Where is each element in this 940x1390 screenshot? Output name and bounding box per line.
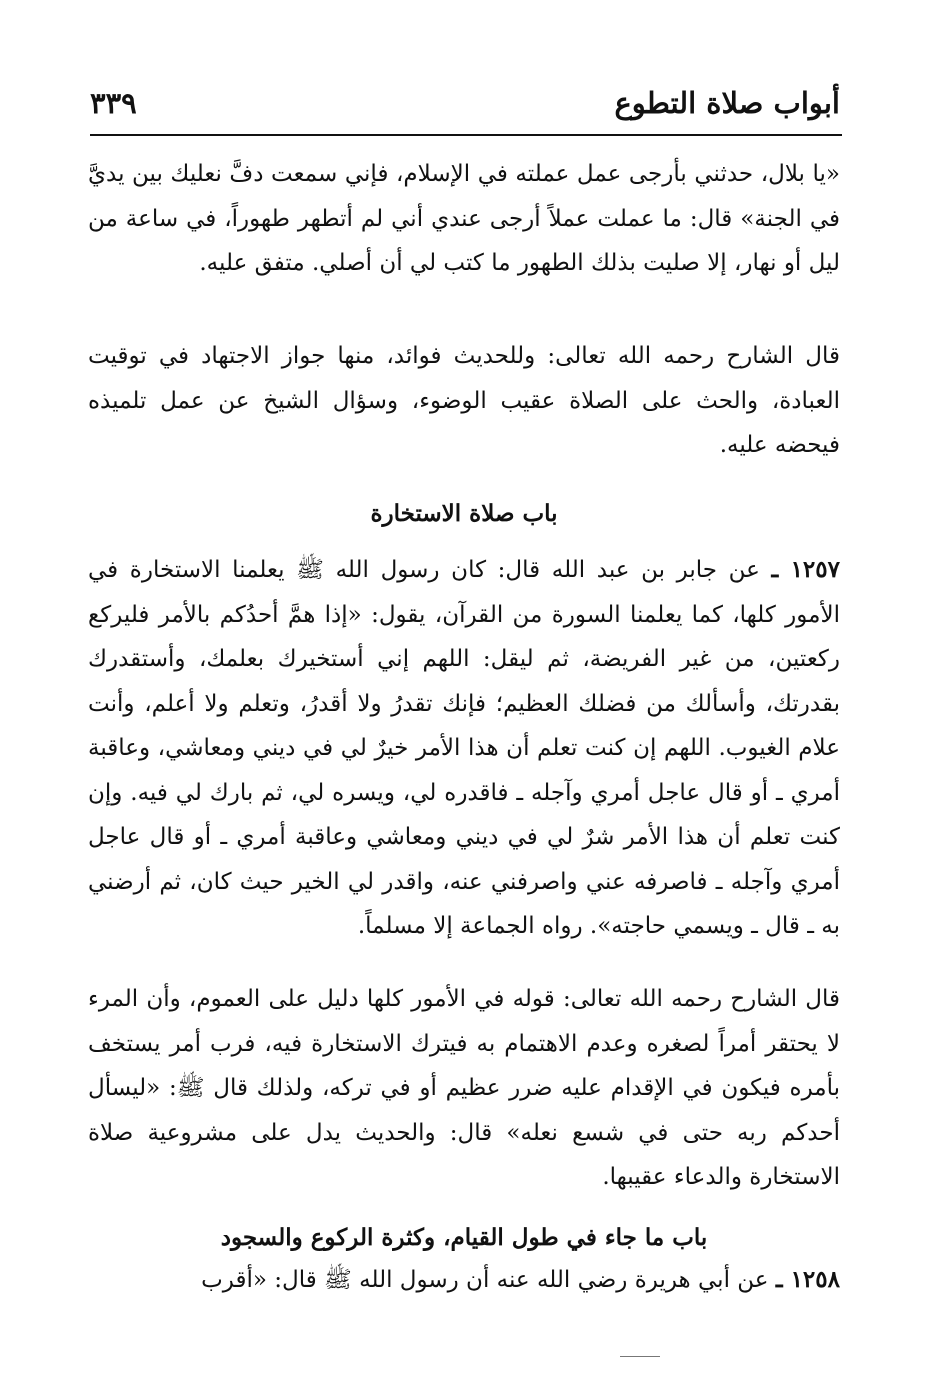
section-heading-istikhara: باب صلاة الاستخارة — [370, 500, 558, 527]
chapter-title: أبواب صلاة التطوع — [614, 86, 840, 120]
footnote-rule — [620, 1356, 660, 1357]
page-number: ٣٣٩ — [90, 86, 137, 120]
header-divider — [90, 134, 842, 136]
hadith-1257-paragraph — [88, 548, 868, 949]
commentary-paragraph-1: قال الشارح رحمه الله تعالى: وللحديث فوائد، منها جواز الاجتهاد في توقيت العبادة، والحث على الصلاة عقيب الوضوء، وسؤال الشيخ عن عمل تلميذه فيحضه عليه. — [88, 343, 840, 458]
section-heading-qiyam: باب ما جاء في طول القيام، وكثرة الركوع والسجود — [220, 1224, 708, 1251]
hadith-1257-text: عن جابر بن عبد الله قال: كان رسول الله ﷺ يعلمنا الاستخارة في الأمور كلها، كما يعلمنا السورة من القرآن، يقول: «إذا همَّ أحدُكم بالأمر فليركع ركعتين، من غير الفريضة، ثم ليقل: اللهم إني أستخيرك بعلمك، وأستقدرك بقدرتك، وأسألك من فضلك العظيم؛ فإنك تقدرُ ولا أقدرُ، وتعلم ولا أعلم، وأنت علام الغيوب. اللهم إن كنت تعلم أن هذا الأمر خيرٌ لي في ديني ومعاشي، وعاقبة أمري ـ أو قال عاجل أمري وآجله ـ فاقدره لي، ويسره لي، ثم بارك لي فيه. وإن كنت تعلم أن هذا الأمر شرٌ لي في ديني ومعاشي وعاقبة أمري ـ أو قال عاجل أمري وآجله ـ فاصرفه عني واصرفني عنه، واقدر لي الخير حيث كان، ثم أرضني به ـ قال ـ ويسمي حاجته». رواه الجماعة إلا مسلماً. — [88, 557, 840, 939]
running-header — [90, 82, 840, 132]
hadith-number-1257: ١٢٥٧ ـ — [771, 556, 840, 583]
hadith-1258-paragraph — [88, 1258, 868, 1303]
commentary-paragraph-2: قال الشارح رحمه الله تعالى: قوله في الأمور كلها دليل على العموم، وأن المرء لا يحتقر أمراً لصغره وعدم الاهتمام به فيترك الاستخارة فيه، فرب أمر يستخف بأمره فيكون في الإقدام عليه ضرر عظيم أو في تركه، ولذلك قال ﷺ: «ليسأل أحدكم ربه حتى في شسع نعله» قال: والحديث يدل على مشروعية صلاة الاستخارة والدعاء عقيبها. — [88, 986, 840, 1190]
hadith-continuation-paragraph: «يا بلال، حدثني بأرجى عمل عملته في الإسلام، فإني سمعت دفَّ نعليك بين يديَّ في الجنة» قال: ما عملت عملاً أرجى عندي أني لم أتطهر طهوراً، في ساعة من ليل أو نهار، إلا صليت بذلك الطهور ما كتب لي أن أصلي. متفق عليه. — [88, 161, 840, 276]
hadith-1258-text: عن أبي هريرة رضي الله عنه أن رسول الله ﷺ قال: «أقرب — [201, 1267, 769, 1293]
hadith-number-1258: ١٢٥٨ ـ — [775, 1266, 840, 1293]
